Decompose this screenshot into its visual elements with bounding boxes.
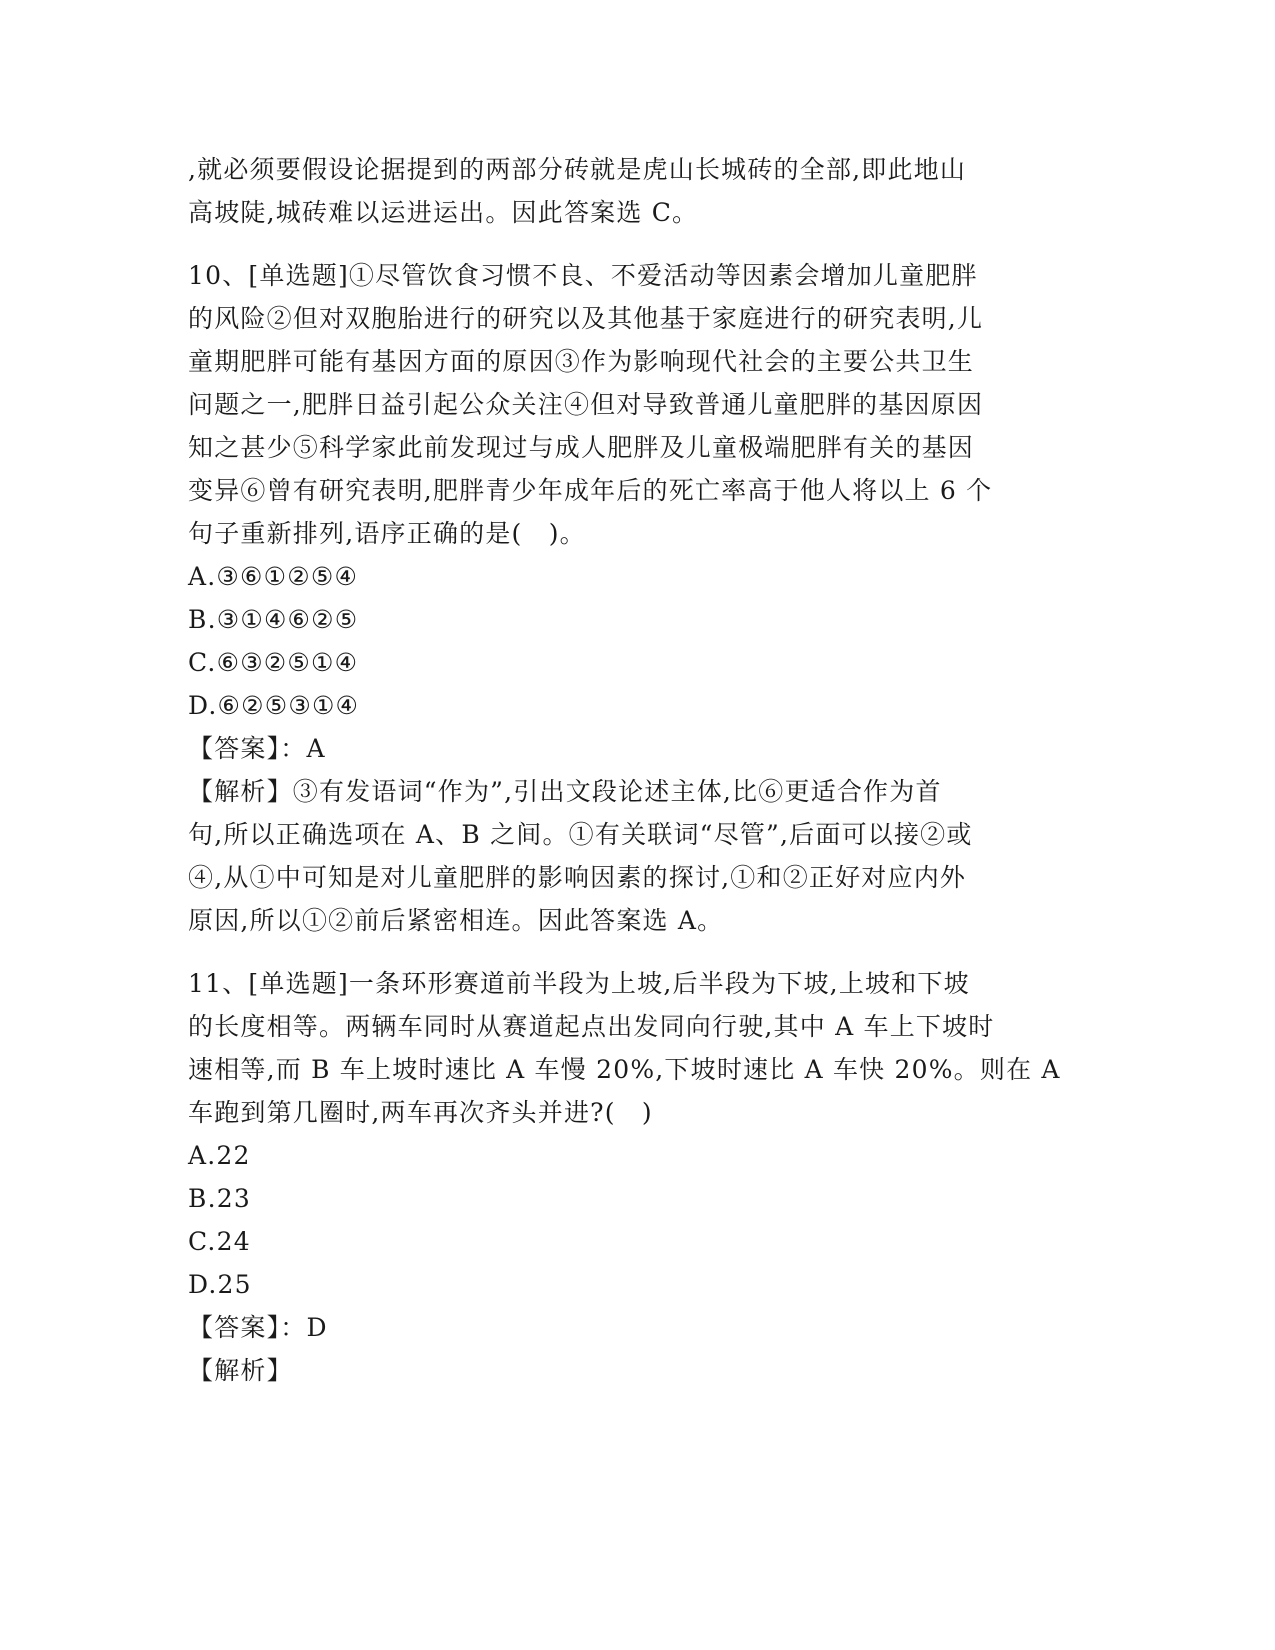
question-10	[188, 254, 1088, 942]
options-list	[188, 1134, 1088, 1306]
text-line: 11、[单选题]一条环形赛道前半段为上坡,后半段为下坡,上坡和下坡	[188, 969, 970, 998]
text-line: 句,所以正确选项在 A、B 之间。①有关联词“尽管”,后面可以接②或	[188, 820, 973, 849]
text-line: 高坡陡,城砖难以运进运出。因此答案选 C。	[188, 198, 699, 227]
option-d: D.⑥②⑤③①④	[188, 691, 360, 720]
text-line: 速相等,而 B 车上坡时速比 A 车慢 20%,下坡时速比 A 车快 20%。则在 A	[188, 1055, 1061, 1084]
text-line: 的风险②但对双胞胎进行的研究以及其他基于家庭进行的研究表明,儿	[188, 304, 984, 333]
option-a: A.③⑥①②⑤④	[188, 562, 359, 591]
question-stem	[188, 254, 1088, 555]
text-line: 【解析】③有发语词“作为”,引出文段论述主体,比⑥更适合作为首	[188, 777, 942, 806]
option-c: C.24	[188, 1227, 251, 1256]
explanation-label: 【解析】	[188, 1356, 293, 1385]
text-line: 原因,所以①②前后紧密相连。因此答案选 A。	[188, 906, 724, 935]
option-b: B.③①④⑥②⑤	[188, 605, 359, 634]
option-b: B.23	[188, 1184, 251, 1213]
text-line: 10、[单选题]①尽管饮食习惯不良、不爱活动等因素会增加儿童肥胖	[188, 261, 978, 290]
text-line: 变异⑥曾有研究表明,肥胖青少年成年后的死亡率高于他人将以上 6 个	[188, 476, 993, 505]
option-c: C.⑥③②⑤①④	[188, 648, 359, 677]
option-a: A.22	[188, 1141, 251, 1170]
text-line: 问题之一,肥胖日益引起公众关注④但对导致普通儿童肥胖的基因原因	[188, 390, 984, 419]
text-line: ④,从①中可知是对儿童肥胖的影响因素的探讨,①和②正好对应内外	[188, 863, 967, 892]
text-line: 童期肥胖可能有基因方面的原因③作为影响现代社会的主要公共卫生	[188, 347, 975, 376]
option-d: D.25	[188, 1270, 252, 1299]
text-line: 的长度相等。两辆车同时从赛道起点出发同向行驶,其中 A 车上下坡时	[188, 1012, 995, 1041]
text-line: 句子重新排列,语序正确的是( )。	[188, 519, 586, 548]
text-line: 车跑到第几圈时,两车再次齐头并进?( )	[188, 1098, 653, 1127]
document-page	[188, 148, 1088, 1392]
answer: 【答案】：A	[188, 734, 326, 763]
options-list	[188, 555, 1088, 727]
answer: 【答案】：D	[188, 1313, 328, 1342]
text-line: ,就必须要假设论据提到的两部分砖就是虎山长城砖的全部,即此地山	[188, 155, 967, 184]
previous-explanation	[188, 148, 1088, 234]
explanation	[188, 770, 1088, 942]
question-stem	[188, 962, 1088, 1134]
text-line: 知之甚少⑤科学家此前发现过与成人肥胖及儿童极端肥胖有关的基因	[188, 433, 975, 462]
question-11	[188, 962, 1088, 1392]
